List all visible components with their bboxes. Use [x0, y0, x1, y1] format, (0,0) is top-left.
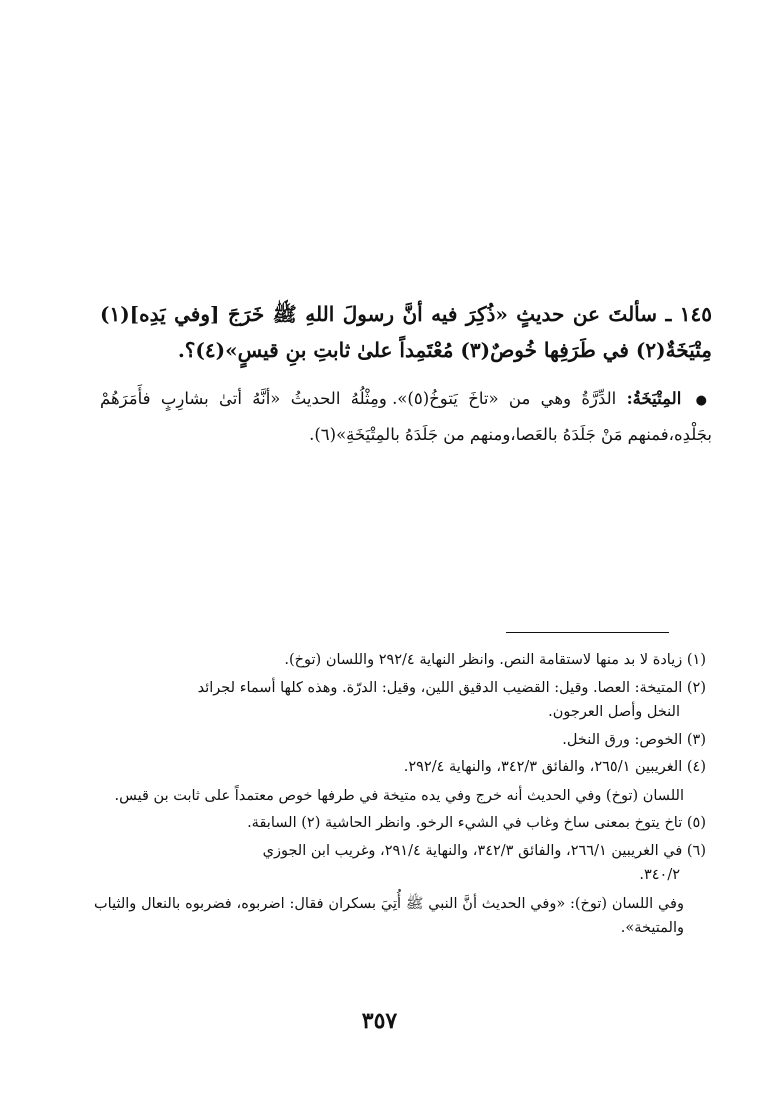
- footnote-2: [94, 676, 706, 725]
- footnote-3: [94, 728, 706, 753]
- footnote-4-addition: [94, 784, 706, 809]
- question-paragraph: ١٤٥ ـ سألتَ عن حديثٍ «ذُكِرَ فيه أنَّ رسولَ اللهِ ﷺ خَرَجَ [وفي يَدِه](١) مِتْيَخَةٌ(٢) في طَرَفِها خُوصٌ(٣) مُعْتَمِداً علىٰ ثابتِ بنِ قيسٍ»(٤)؟.: [100, 302, 712, 362]
- footnotes: [94, 648, 706, 944]
- footnote-line: وفي اللسان (توخ): «وفي الحديث أنَّ النبي ﷺ أُتِيَ بسكران فقال: اضربوه، فضربوه بالنعال والثياب والمتيخة».: [94, 895, 684, 936]
- footnote-line: (٦) في الغريبين ٢٦٦/١، والفائق ٣٤٢/٣، والنهاية ٢٩١/٤، وغريب ابن الجوزي: [262, 842, 706, 859]
- footnote-divider: [506, 632, 669, 633]
- footnote-6-addition: [94, 892, 706, 941]
- answer-paragraph: [100, 382, 712, 452]
- footnote-line: ٣٤٠/٢.: [639, 867, 680, 883]
- footnote-5: [94, 811, 706, 836]
- footnote-line: (٤) الغريبين ٢٦٥/١، والفائق ٣٤٢/٣، والنهاية ٢٩٢/٤.: [403, 759, 706, 775]
- footnote-1: [94, 648, 706, 673]
- footnote-4: [94, 755, 706, 780]
- answer-term: المِتْيَخَةُ:: [626, 389, 682, 408]
- footnote-line: (٢) المتيخة: العصا. وقيل: القضيب الدقيق اللين، وقيل: الدرّة. وهذه كلها أسماء لجرائد: [197, 679, 706, 696]
- footnote-line: (١) زيادة لا بد منها لاستقامة النص. وانظر النهاية ٢٩٢/٤ واللسان (توخ).: [284, 652, 706, 668]
- answer-text: الدِّرَّةُ وهي من «تاخَ يَتوخُ(٥)». ومِثْلُهُ الحديثُ «أنَّهُ أتىٰ بشارِبٍ فأَمَرَهُمْ بجَلْدِه،فمنهم مَنْ جَلَدَهُ بالعَصا،ومنهم من جَلَدَهُ بالمِتْيَخَةِ»(٦).: [100, 389, 712, 444]
- footnote-line: (٥) تاخ يتوخ بمعنى ساخ وغاب في الشيء الرخو. وانظر الحاشية (٢) السابقة.: [247, 815, 706, 831]
- footnote-line: النخل وأصل العرجون.: [548, 704, 680, 720]
- footnote-line: اللسان (توخ) وفي الحديث أنه خرج وفي يده متيخة في طرفها خوص معتمداً على ثابت بن قيس.: [114, 787, 684, 804]
- footnote-6: [94, 839, 706, 888]
- footnote-line: (٣) الخوص: ورق النخل.: [562, 731, 706, 748]
- page-number: ٣٥٧: [361, 1008, 398, 1034]
- bullet-icon: ●: [695, 393, 713, 408]
